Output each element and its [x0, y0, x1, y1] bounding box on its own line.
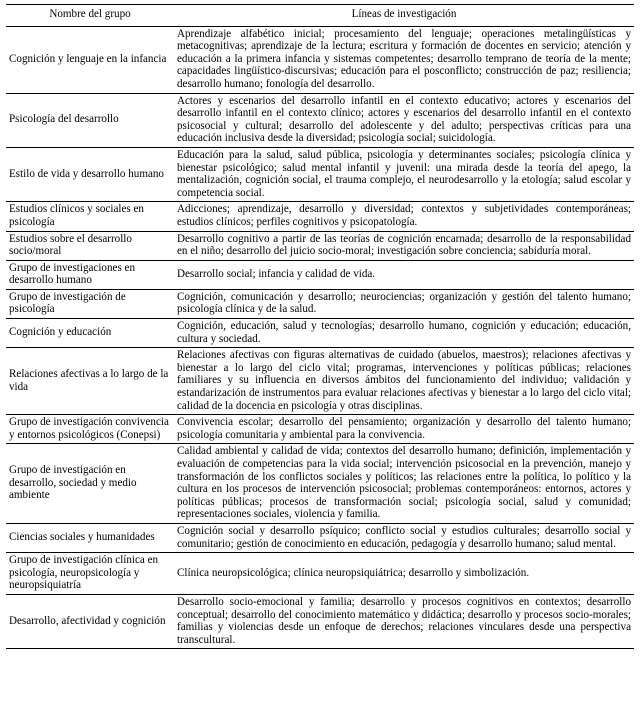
table-row: [6, 202, 634, 231]
table-row: [6, 348, 634, 415]
group-name-cell: Psicología del desarrollo: [6, 93, 174, 147]
group-name-cell: Cognición y educación: [6, 319, 174, 348]
research-lines-cell: Adicciones; aprendizaje, desarrollo y diversidad; contextos y subjetividades contemporáneas; estudios clínicos; perfiles cognitivos y psicopatología.: [174, 202, 634, 231]
group-name-cell: Desarrollo, afectividad y cognición: [6, 594, 174, 648]
table-row: [6, 231, 634, 260]
group-name-cell: Grupo de investigación de psicología: [6, 289, 174, 318]
table-row: [6, 553, 634, 595]
table-row: [6, 444, 634, 524]
research-lines-cell: Educación para la salud, salud pública, psicología y determinantes sociales; psicología clínica y bienestar psicológico; salud mental infantil y juvenil: una mirada desde la teoría del apego, la mentalización, cognición social, el trauma complejo, el neurodesarrollo y la etología; salud escolar y competencia social.: [174, 147, 634, 201]
research-lines-cell: Cognición social y desarrollo psíquico; conflicto social y estudios culturales; desarrollo social y comunitario; gestión de conocimiento en educación, pedagogía y desarrollo humano; salud mental.: [174, 523, 634, 552]
research-lines-cell: Desarrollo socio-emocional y familia; desarrollo y procesos cognitivos en contextos; desarrollo conceptual; desarrollo del conocimiento matemático y didáctica; desarrollo y procesos socio-morales; familias y violencias desde un enfoque de derechos; relaciones vinculares desde una perspectiva transcultural.: [174, 594, 634, 648]
column-header-research-lines: Líneas de investigación: [174, 5, 634, 27]
table-row: [6, 523, 634, 552]
group-name-cell: Grupo de investigación en desarrollo, sociedad y medio ambiente: [6, 444, 174, 524]
research-lines-cell: Actores y escenarios del desarrollo infantil en el contexto educativo; actores y escenarios del desarrollo infantil en el contexto clínico; actores y escenarios del desarrollo infantil en el contexto psicosocial y cultural; desarrollo del adolescente y del adulto; perspectivas críticas para una educación inclusiva desde la diversidad; psicología social; suicidología.: [174, 93, 634, 147]
table-row: [6, 260, 634, 289]
table-row: [6, 319, 634, 348]
research-lines-cell: Clínica neuropsicológica; clínica neuropsiquiátrica; desarrollo y simbolización.: [174, 553, 634, 595]
research-lines-cell: Cognición, educación, salud y tecnologías; desarrollo humano, cognición y educación; educación, cultura y sociedad.: [174, 319, 634, 348]
research-lines-cell: Desarrollo cognitivo a partir de las teorías de cognición encarnada; desarrollo de la responsabilidad en el niño; desarrollo del juicio socio-moral; investigación sobre conciencia; sabiduría moral.: [174, 231, 634, 260]
table-header: [6, 5, 634, 27]
table-body: [6, 26, 634, 649]
research-lines-cell: Desarrollo social; infancia y calidad de vida.: [174, 260, 634, 289]
table-row: [6, 93, 634, 147]
header-row: [6, 5, 634, 27]
research-lines-cell: Aprendizaje alfabético inicial; procesamiento del lenguaje; operaciones metalingüísticas y metacognitivas; aprendizaje de la lectura; escritura y formación de docentes en servicio; atención y educación a la primera infancia y sistemas competentes; desarrollo temprano de teoría de la mente; capacidades lingüístico-discursivas; educación para el posconflicto; construcción de paz; resiliencia; desarrollo humano; fonología del desarrollo.: [174, 26, 634, 93]
research-lines-cell: Convivencia escolar; desarrollo del pensamiento; organización y desarrollo del talento humano; psicología comunitaria y ambiental para la convivencia.: [174, 415, 634, 444]
column-header-group-name: Nombre del grupo: [6, 5, 174, 27]
group-name-cell: Grupo de investigación convivencia y entornos psicológicos (Conepsi): [6, 415, 174, 444]
table-row: [6, 415, 634, 444]
group-name-cell: Ciencias sociales y humanidades: [6, 523, 174, 552]
group-name-cell: Grupo de investigaciones en desarrollo humano: [6, 260, 174, 289]
research-lines-cell: Cognición, comunicación y desarrollo; neurociencias; organización y gestión del talento humano; psicología clínica y de la salud.: [174, 289, 634, 318]
table-row: [6, 594, 634, 648]
research-groups-table: [6, 4, 634, 649]
group-name-cell: Estudios clínicos y sociales en psicología: [6, 202, 174, 231]
table-row: [6, 289, 634, 318]
table-row: [6, 147, 634, 201]
table-row: [6, 26, 634, 93]
research-lines-cell: Relaciones afectivas con figuras alternativas de cuidado (abuelos, maestros); relaciones afectivas y bienestar a lo largo del ciclo vital; programas, intervenciones y políticas públicas; relaciones familiares y su influencia en diversos ámbitos del funcionamiento del individuo; validación y estandarización de instrumentos para evaluar relaciones afectivas y bienestar a lo largo del ciclo vital; calidad de la docencia en psicología y otras disciplinas.: [174, 348, 634, 415]
group-name-cell: Grupo de investigación clínica en psicología, neuropsicología y neuropsiquiatría: [6, 553, 174, 595]
group-name-cell: Cognición y lenguaje en la infancia: [6, 26, 174, 93]
research-lines-cell: Calidad ambiental y calidad de vida; contextos del desarrollo humano; definición, implementación y evaluación de competencias para la vida social; intervención psicosocial en la prevención, manejo y transformación de los conflictos sociales y políticos; las relaciones entre la política, lo político y la cultura en los procesos de intervención psicosocial; problemas contemporáneos: entornos, actores y políticas públicas; procesos de transformación social; psicología social, salud y comunidad; representaciones sociales, violencia y familia.: [174, 444, 634, 524]
group-name-cell: Estudios sobre el desarrollo socio/moral: [6, 231, 174, 260]
group-name-cell: Relaciones afectivas a lo largo de la vida: [6, 348, 174, 415]
group-name-cell: Estilo de vida y desarrollo humano: [6, 147, 174, 201]
